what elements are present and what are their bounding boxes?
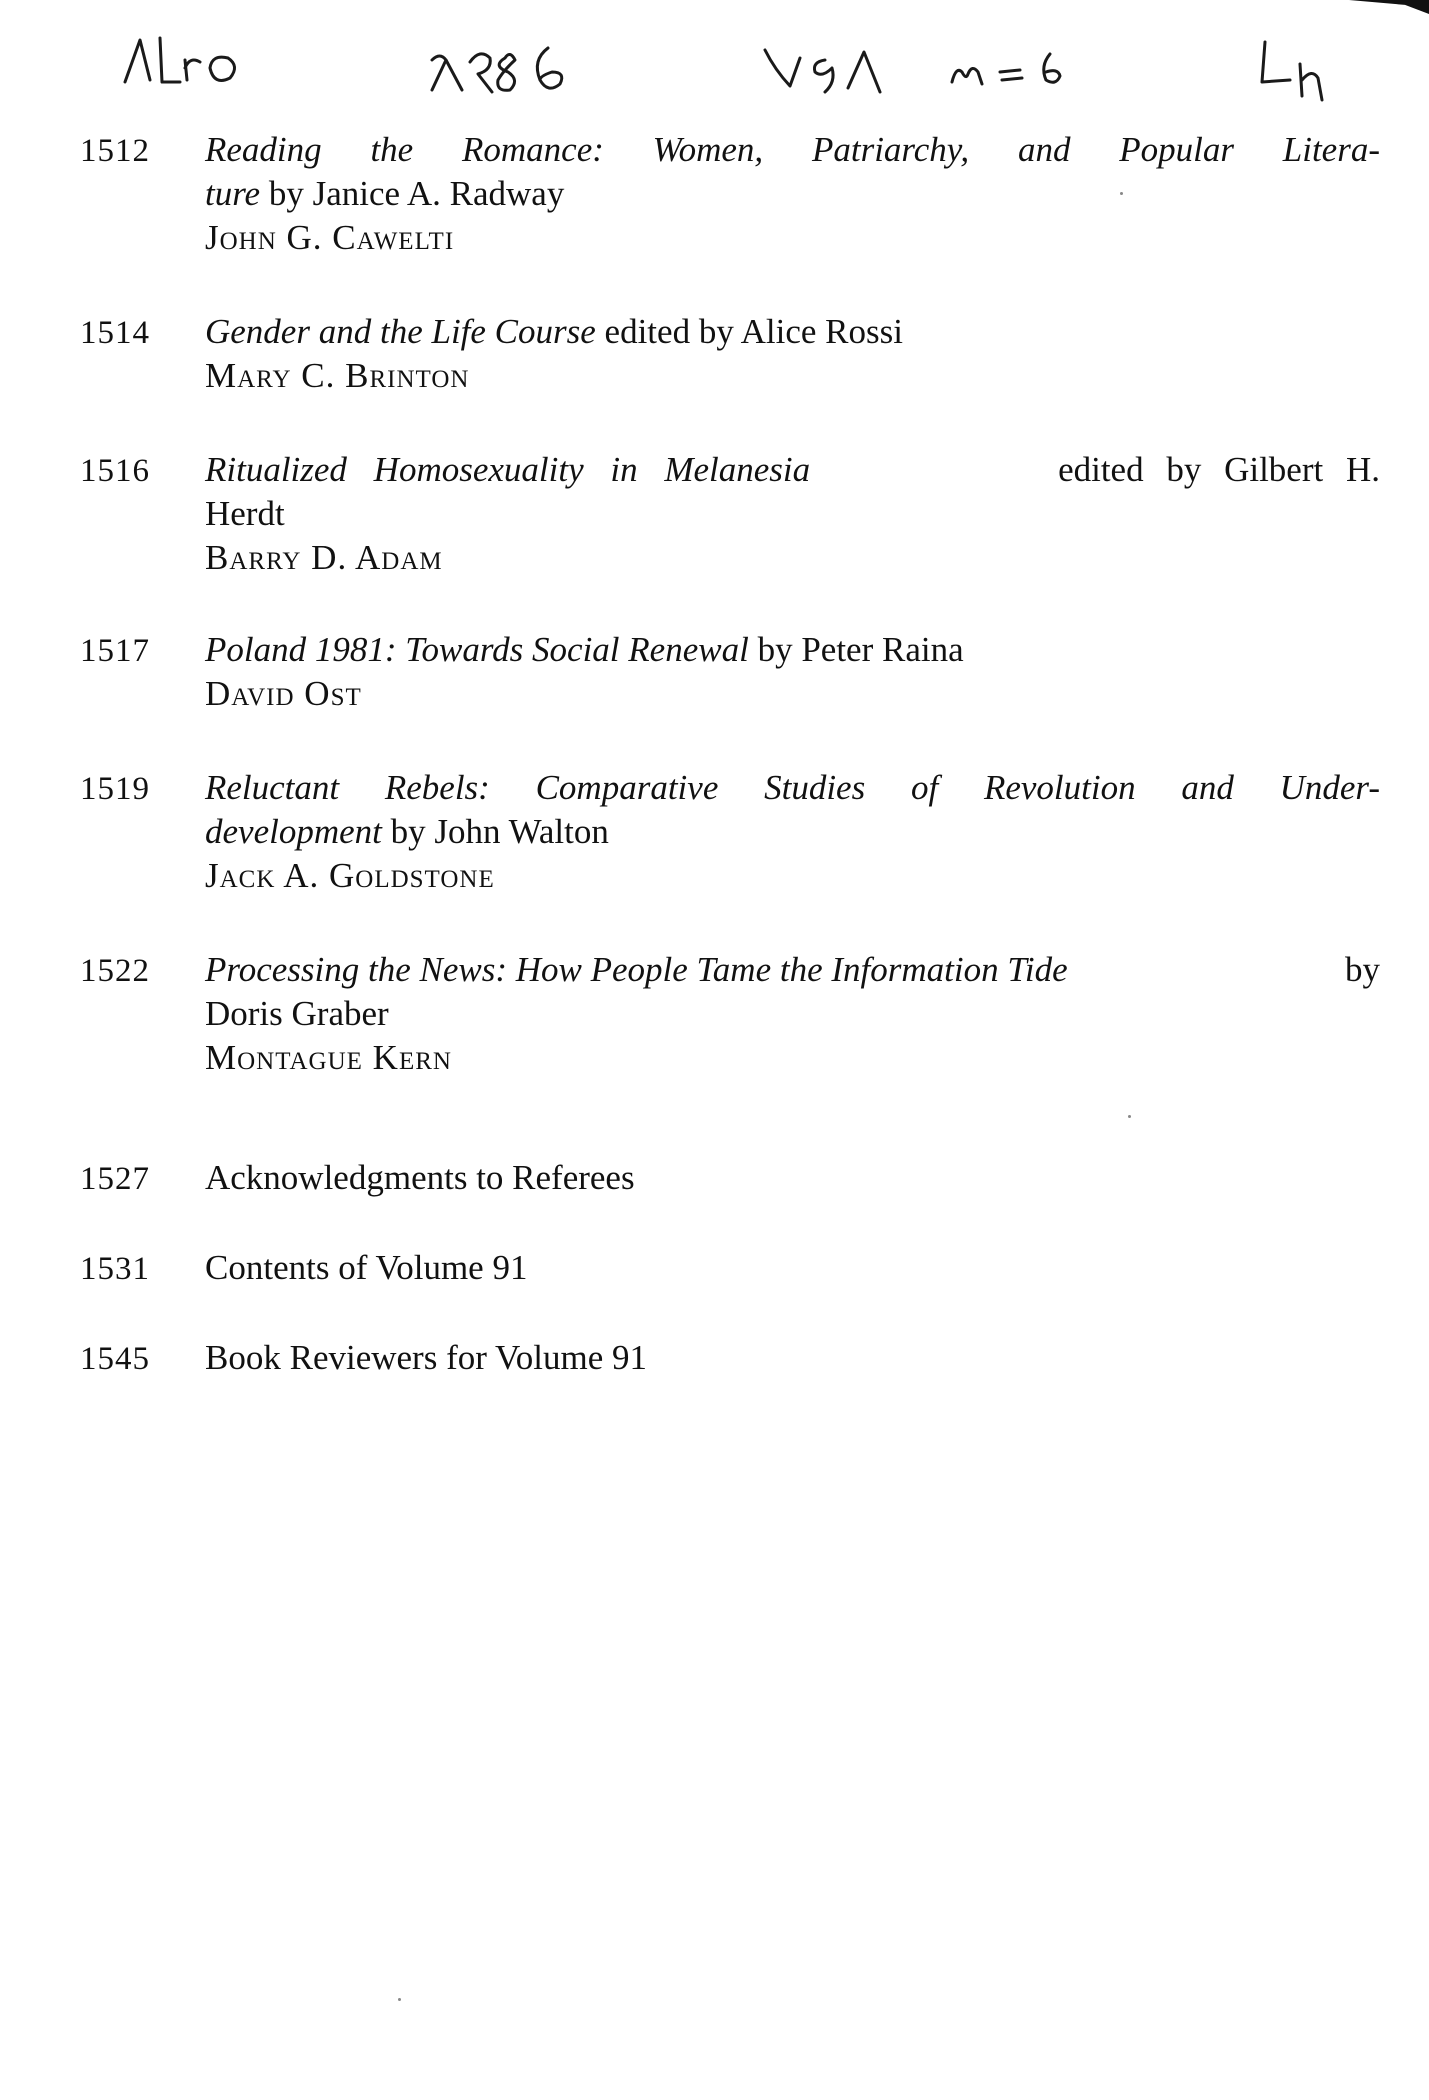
entry-title: Book Reviewers for Volume 91	[205, 1338, 647, 1377]
book-title: Reading the Romance: Women, Patriarchy, and Popular Litera-	[205, 130, 1380, 169]
reviewer-name: John G. Cawelti	[205, 218, 455, 257]
reviewer-name: Barry D. Adam	[205, 538, 443, 577]
entry-body	[205, 1336, 1380, 1380]
book-author: by Peter Raina	[748, 630, 964, 669]
page-number: 1545	[80, 1341, 150, 1377]
reviewer-name: Mary C. Brinton	[205, 356, 470, 395]
page-number: 1516	[80, 453, 150, 489]
book-title-continued: ture	[205, 174, 261, 213]
book-author: edited by Alice Rossi	[595, 312, 903, 351]
scan-speck	[1128, 1115, 1131, 1118]
entry-body	[205, 448, 1380, 580]
book-title: Processing the News: How People Tame the Information Tide	[205, 950, 1068, 989]
book-author: by	[1345, 950, 1380, 989]
entry-body	[205, 948, 1380, 1080]
book-author: by John Walton	[381, 812, 609, 851]
book-editor-continued: Herdt	[205, 494, 285, 533]
book-editor: edited by Gilbert H.	[1058, 450, 1380, 489]
book-title-continued: development	[205, 812, 382, 851]
reviewer-name: David Ost	[205, 674, 362, 713]
book-author-continued: Doris Graber	[205, 994, 389, 1033]
entry-body	[205, 1156, 1380, 1200]
reviewer-name: Jack A. Goldstone	[205, 856, 495, 895]
book-author: by Janice A. Radway	[260, 174, 565, 213]
page-number: 1514	[80, 315, 150, 351]
entry-body	[205, 766, 1380, 898]
book-title: Poland 1981: Towards Social Renewal	[205, 630, 749, 669]
scan-speck	[398, 1998, 401, 2001]
page-number: 1517	[80, 633, 150, 669]
handwriting-drawing	[0, 20, 1429, 120]
handwritten-annotation	[0, 20, 1429, 120]
page-number: 1519	[80, 771, 150, 807]
page-number: 1512	[80, 133, 150, 169]
entry-title: Contents of Volume 91	[205, 1248, 528, 1287]
entry-title: Acknowledgments to Referees	[205, 1158, 635, 1197]
entry-body	[205, 1246, 1380, 1290]
scan-speck	[1120, 192, 1123, 195]
scan-edge-mark	[1349, 0, 1429, 14]
page-number: 1522	[80, 953, 150, 989]
entry-body	[205, 628, 1380, 716]
reviewer-name: Montague Kern	[205, 1038, 452, 1077]
page-number: 1527	[80, 1161, 150, 1197]
book-title: Gender and the Life Course	[205, 312, 596, 351]
entry-body	[205, 128, 1380, 260]
entry-body	[205, 310, 1380, 398]
book-title: Ritualized Homosexuality in Melanesia	[205, 450, 811, 489]
book-title: Reluctant Rebels: Comparative Studies of Revolution and Under-	[205, 768, 1380, 807]
page-number: 1531	[80, 1251, 150, 1287]
